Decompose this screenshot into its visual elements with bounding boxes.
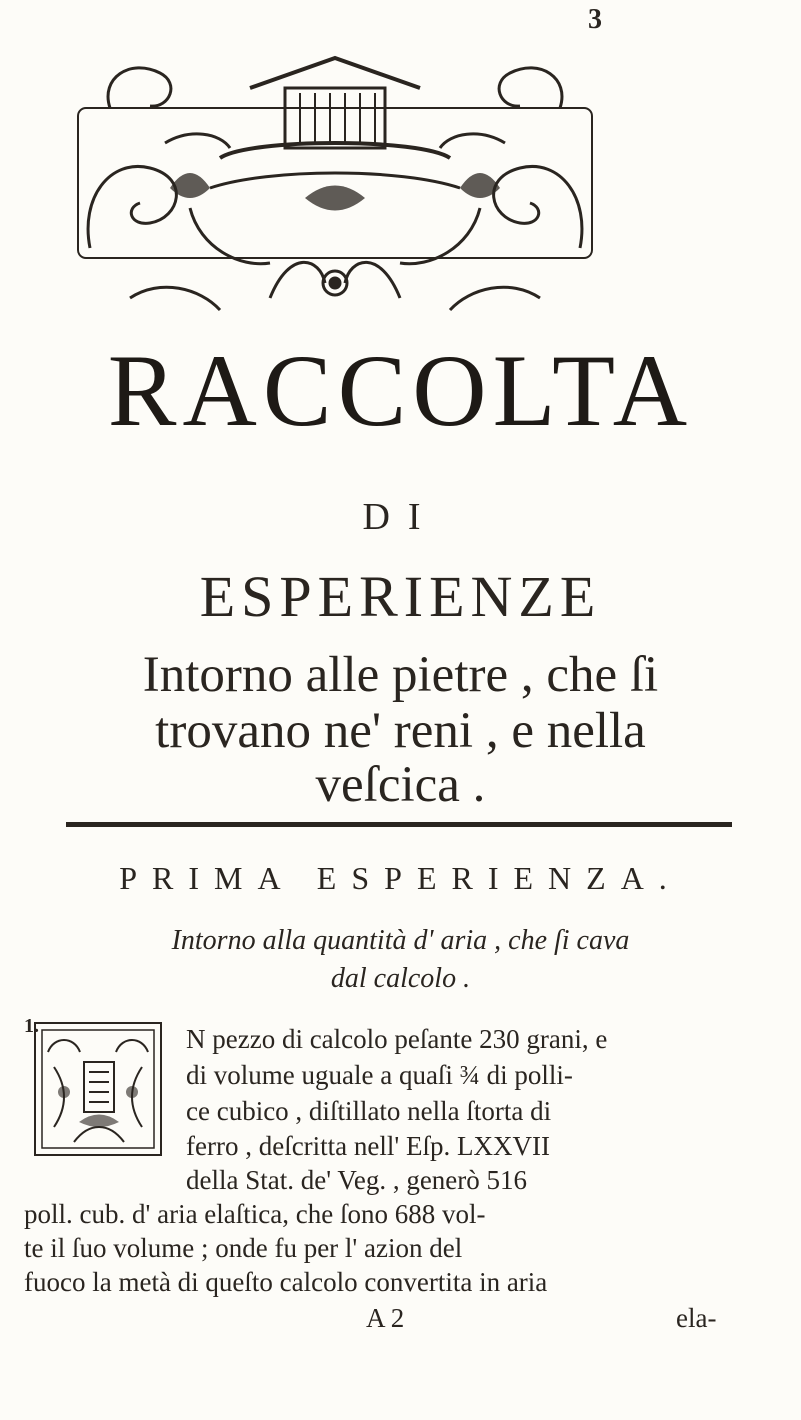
body-line-1: N pezzo di calcolo peſante 230 grani, e [186,1024,608,1054]
title: RACCOLTA [107,334,694,448]
section-divider [66,822,732,827]
catchword: ela- [676,1303,717,1333]
body-line-8: fuoco la metà di queſto calcolo convertita in aria [24,1267,548,1297]
intro-line-1: Intorno alla quantità d' aria , che ſi cava [171,925,630,956]
body-line-6: poll. cub. d' aria elaſtica, che ſono 688 vol- [24,1199,486,1229]
subtitle-line-3: veſcica . [315,757,486,813]
subtitle: ESPERIENZE [199,564,602,629]
intro-line-2: dal calcolo . [330,963,471,994]
page-number: 3 [588,4,602,35]
body-line-5: della Stat. de' Veg. , generò 516 [186,1165,528,1195]
subtitle-line-1: Intorno alle pietre , che ſi [142,647,659,703]
body-line-7: te il ſuo volume ; onde fu per l' azion del [24,1233,463,1263]
body-line-2: di volume uguale a quaſi ¾ di polli- [186,1060,573,1090]
signature-mark: A 2 [366,1303,405,1333]
subtitle-line-2: trovano ne' reni , e nella [155,703,646,759]
headpiece-ornament [70,48,600,320]
ornamental-initial [34,1022,162,1156]
title-connector: DI [362,496,439,538]
section-heading: PRIMA ESPERIENZA. [119,860,682,896]
body-line-4: ferro , deſcritta nell' Eſp. LXXVII [186,1131,550,1161]
paragraph-number: 1. [24,1015,39,1037]
body-line-3: ce cubico , diſtillato nella ſtorta di [186,1096,552,1126]
